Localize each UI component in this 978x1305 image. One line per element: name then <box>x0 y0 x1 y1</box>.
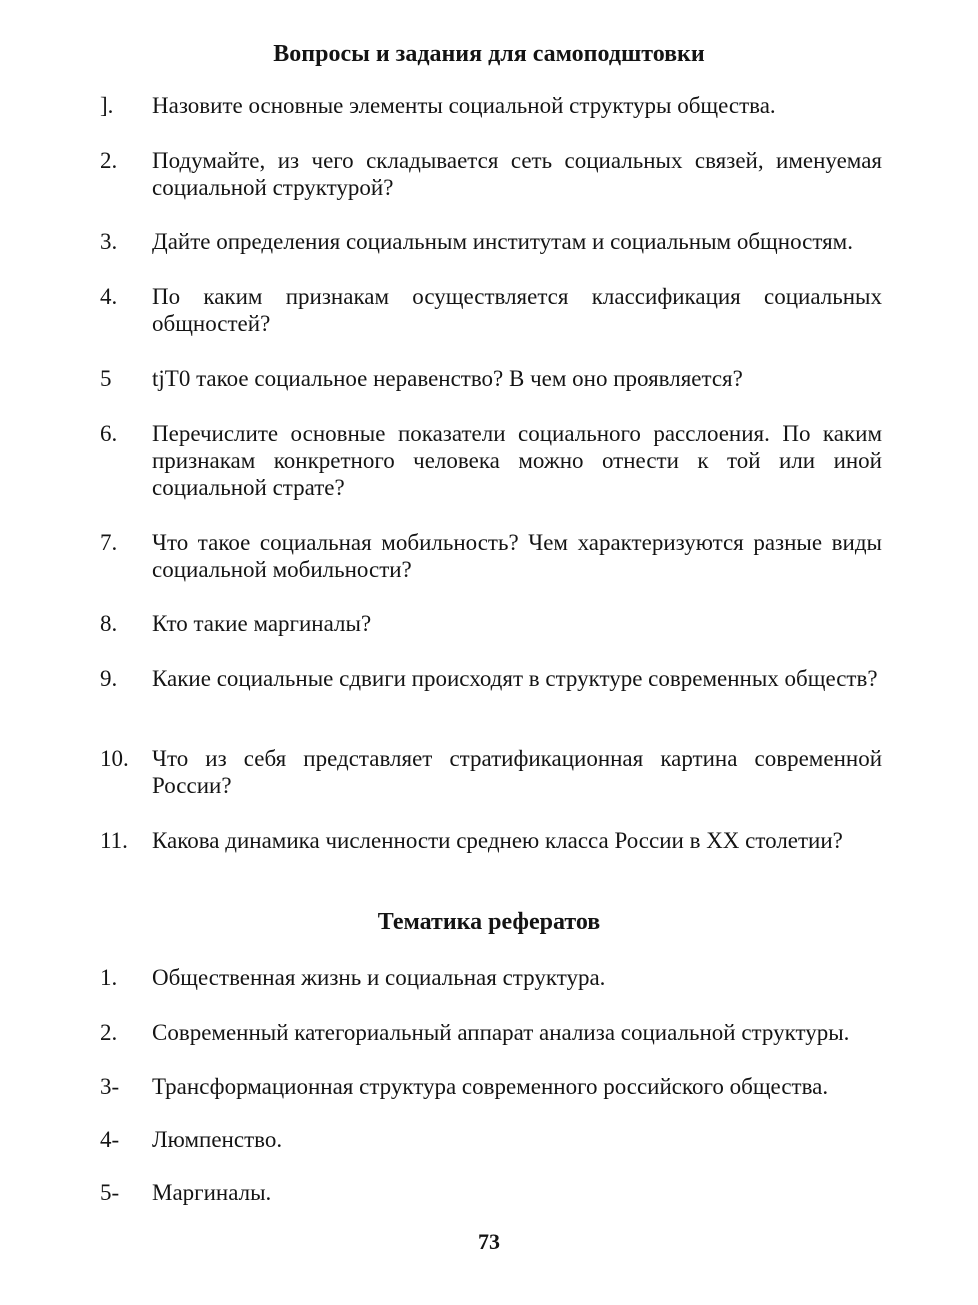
question-text: Кто такие маргиналы? <box>152 611 372 636</box>
question-number: ]. <box>100 93 114 118</box>
question-text: Что такое социальная мобильность? Чем характеризуются разные виды социальной мобильности? <box>152 530 882 582</box>
question-number: 8. <box>100 611 118 636</box>
topic-number: 4- <box>100 1127 120 1152</box>
question-number: 7. <box>100 530 118 555</box>
question-number: 5 <box>100 366 112 391</box>
question-text: Дайте определения социальным институтам и социальным общностям. <box>152 229 853 254</box>
question-text: Назовите основные элементы социальной структуры общества. <box>152 93 776 118</box>
topic-text: Современный категориальный аппарат анализа социальной структуры. <box>152 1020 850 1045</box>
topics-heading: Тематика рефератов <box>377 909 601 935</box>
question-number: 11. <box>100 828 128 853</box>
topic-number: 1. <box>100 965 118 990</box>
question-number: 6. <box>100 421 118 446</box>
topic-text: Общественная жизнь и социальная структура. <box>152 965 606 990</box>
page-number: 73 <box>478 1229 500 1254</box>
topic-number: 2. <box>100 1020 118 1045</box>
question-text: tjT0 такое социальное неравенство? В чем оно проявляется? <box>152 366 743 391</box>
question-text: По каким признакам осуществляется классификация социальных общностей? <box>152 284 882 336</box>
topic-text: Люмпенство. <box>152 1127 283 1152</box>
question-text: Что из себя представляет стратификационная картина современной России? <box>152 746 882 798</box>
questions-heading: Вопросы и задания для самоподштовки <box>273 41 705 67</box>
question-number: 10. <box>100 746 129 771</box>
topic-number: 3- <box>100 1074 120 1099</box>
topic-text: Маргиналы. <box>152 1180 272 1205</box>
question-number: 4. <box>100 284 118 309</box>
question-number: 3. <box>100 229 118 254</box>
question-number: 9. <box>100 666 118 691</box>
question-number: 2. <box>100 148 118 173</box>
question-text: Подумайте, из чего складывается сеть социальных связей, именуемая социальной структурой? <box>152 148 882 200</box>
question-text: Какова динамика численности среднею класса России в XX столетии? <box>152 828 843 853</box>
topic-number: 5- <box>100 1180 120 1205</box>
question-text: Какие социальные сдвиги происходят в структуре современных обществ? <box>152 666 878 691</box>
topic-text: Трансформационная структура современного российского общества. <box>152 1074 829 1099</box>
question-text: Перечислите основные показатели социального расслоения. По каким признакам конкретного человека можно отнести к той или иной социальной страте? <box>152 421 882 500</box>
